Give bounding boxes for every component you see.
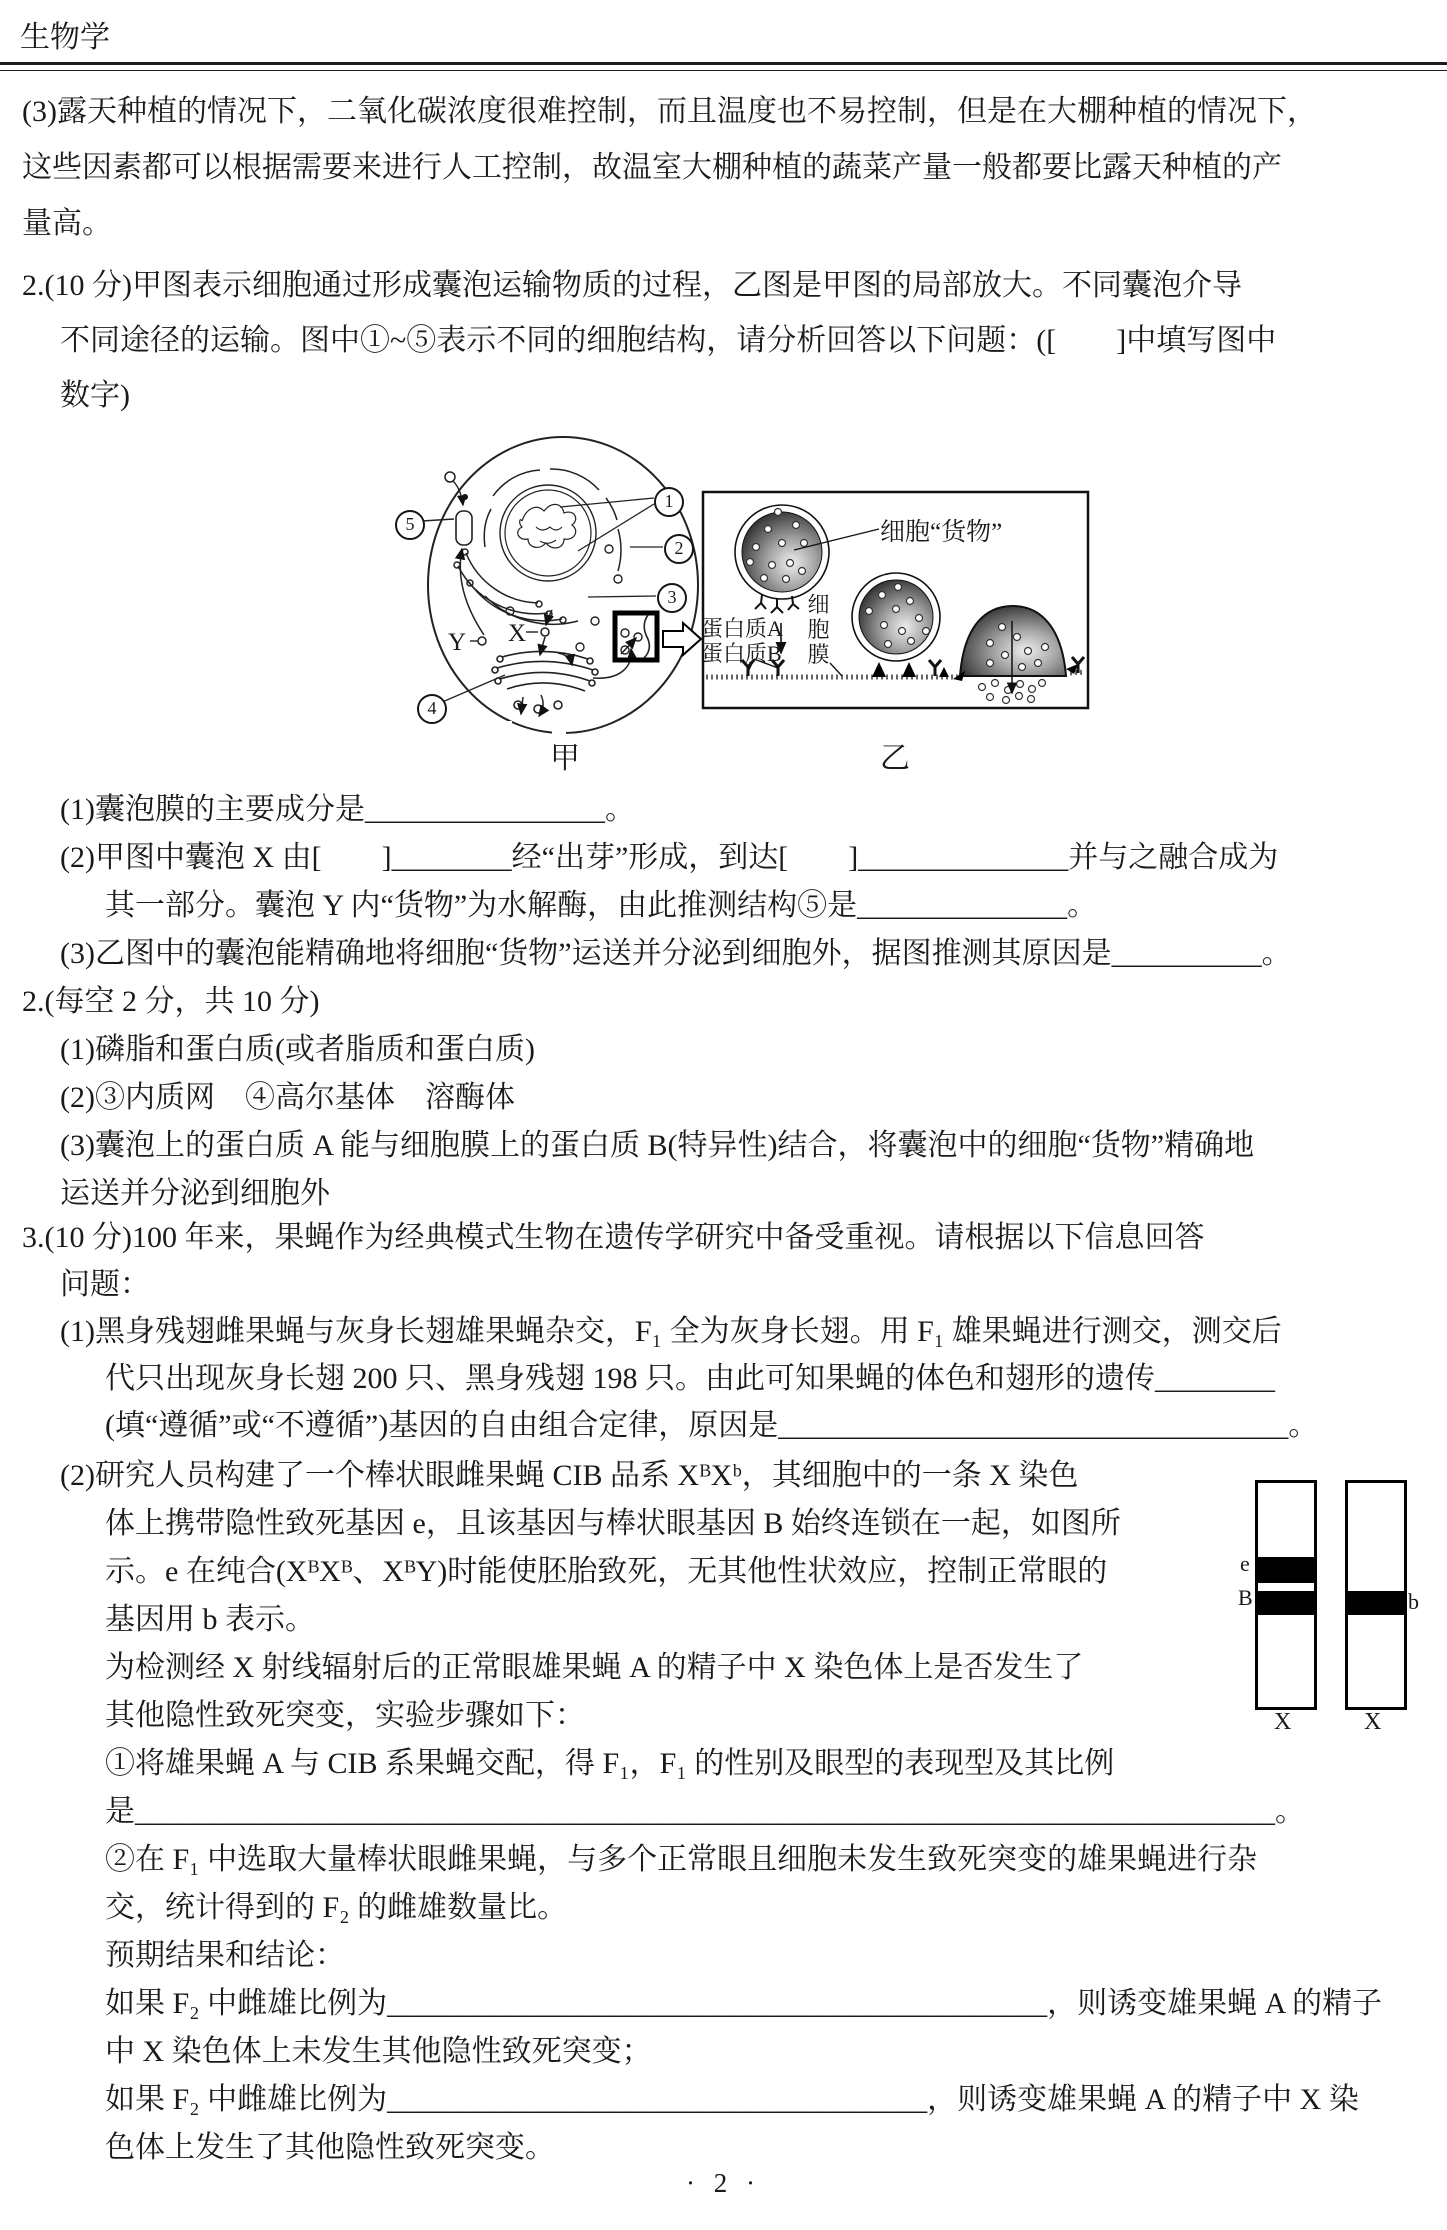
text-line: (1)磷脂和蛋白质(或者脂质和蛋白质) <box>60 1033 535 1066</box>
circled-label-4: 4 <box>417 694 447 724</box>
text-line: (2)研究人员构建了一个棒状眼雌果蝇 CIB 品系 XᴮXᵇ，其细胞中的一条 X 染色 <box>60 1459 1079 1492</box>
text-line: 问题： <box>60 1268 150 1301</box>
answer-paragraph-3 <box>0 84 1447 252</box>
circled-label-2: 2 <box>664 534 694 564</box>
text-line: 2.(每空 2 分，共 10 分) <box>22 985 320 1018</box>
protein-b-label: 蛋白质B <box>701 641 782 666</box>
text-line: (3)乙图中的囊泡能精确地将细胞“货物”运送并分泌到细胞外，据图推测其原因是__________。 <box>60 937 1292 970</box>
gene-e-label: e <box>1240 1551 1250 1576</box>
text-line: (3)囊泡上的蛋白质 A 能与细胞膜上的蛋白质 B(特异性)结合，将囊泡中的细胞“货物”精确地 <box>60 1129 1255 1162</box>
cell-jia-diagram <box>422 437 698 739</box>
text-line: 交，统计得到的 F₂ 的雌雄数量比。 <box>105 1891 568 1924</box>
chromosome-cib <box>1255 1480 1317 1710</box>
text-line: 预期结果和结论： <box>105 1939 345 1972</box>
text-line: 是____________________________________________________________________________。 <box>105 1795 1305 1828</box>
text-line: 代只出现灰身长翅 200 只、黑身残翅 198 只。由此可知果蝇的体色和翅形的遗传________ <box>105 1362 1275 1395</box>
vesicle-x-label: X <box>508 620 527 647</box>
text-line: 如果 F₂ 中雌雄比例为____________________________________________，则诱变雄果蝇 A 的精子 <box>105 1987 1383 2020</box>
text-line: 色体上发生了其他隐性致死突变。 <box>105 2131 555 2164</box>
gene-e-band <box>1258 1557 1314 1583</box>
vesicle-y-label: Y <box>448 629 467 656</box>
text-line: ①将雄果蝇 A 与 CIB 系果蝇交配，得 F₁，F₁ 的性别及眼型的表现型及其比例 <box>105 1747 1115 1780</box>
circled-label-5: 5 <box>395 510 425 540</box>
text-line: 这些因素都可以根据需要来进行人工控制，故温室大棚种植的蔬菜产量一般都要比露天种植的产 <box>22 151 1282 184</box>
text-line: 数字) <box>60 379 130 412</box>
text-line: 不同途径的运输。图中①~⑤表示不同的细胞结构，请分析回答以下问题：([ ]中填写图中 <box>60 324 1277 357</box>
text-line: 量高。 <box>22 207 112 240</box>
gene-B-band <box>1258 1591 1314 1615</box>
text-line: (2)甲图中囊泡 X 由[ ]________经“出芽”形成，到达[ ]______________并与之融合成为 <box>60 841 1279 874</box>
text-line: 为检测经 X 射线辐射后的正常眼雄果蝇 A 的精子中 X 染色体上是否发生了 <box>105 1651 1084 1684</box>
chromosome-normal <box>1345 1480 1407 1710</box>
text-line: 运送并分泌到细胞外 <box>60 1177 330 1210</box>
x-chromosome-label-1: X <box>1274 1709 1292 1735</box>
text-line: (填“遵循”或“不遵循”)基因的自由组合定律，原因是__________________________________。 <box>105 1409 1319 1442</box>
cargo-label: 细胞“货物” <box>880 519 1003 546</box>
cell-transport-figure <box>390 425 1100 775</box>
text-line: 体上携带隐性致死基因 e，且该基因与棒状眼基因 B 始终连锁在一起，如图所 <box>105 1507 1121 1540</box>
nucleus <box>500 485 596 581</box>
circled-label-3: 3 <box>657 583 687 613</box>
text-line: (3)露天种植的情况下，二氧化碳浓度很难控制，而且温度也不易控制，但是在大棚种植的情况下， <box>22 95 1317 128</box>
question-3-intro <box>0 1214 1447 1449</box>
text-line: 2.(10 分)甲图表示细胞通过形成囊泡运输物质的过程，乙图是甲图的局部放大。不同囊泡介导 <box>22 269 1242 302</box>
text-line: 中 X 染色体上未发生其他隐性致死突变； <box>105 2035 652 2068</box>
text-line: 其他隐性致死突变，实验步骤如下： <box>105 1699 585 1732</box>
text-line: 3.(10 分)100 年来，果蝇作为经典模式生物在遗传学研究中备受重视。请根据以下信息回答 <box>22 1221 1205 1254</box>
membrane-vesicle <box>445 472 455 482</box>
text-line: 示。e 在纯合(XᴮXᴮ、XᴮY)时能使胚胎致死，无其他性状效应，控制正常眼的 <box>105 1555 1108 1588</box>
x-chromosome-label-2: X <box>1364 1709 1382 1735</box>
diagram-yi-caption: 乙 <box>880 742 910 775</box>
circled-label-1: 1 <box>654 487 684 517</box>
gene-b-label: b <box>1408 1589 1419 1614</box>
membrane-label: 细胞膜 <box>807 592 830 667</box>
header-rule-thin <box>0 70 1447 71</box>
gene-b-band <box>1348 1591 1404 1615</box>
question-2-intro <box>0 258 1447 423</box>
text-line: ②在 F₁ 中选取大量棒状眼雌果蝇，与多个正常眼且细胞未发生致死突变的雄果蝇进行杂 <box>105 1843 1258 1876</box>
question-2-items <box>0 786 1447 978</box>
gene-B-label: B <box>1238 1585 1253 1610</box>
answer-2-block <box>0 978 1447 1218</box>
header-rule-thick <box>0 62 1447 65</box>
text-line: 其一部分。囊泡 Y 内“货物”为水解酶，由此推测结构⑤是______________。 <box>105 889 1098 922</box>
page-title: 生物学 <box>20 21 110 54</box>
text-line: (2)③内质网 ④高尔基体 溶酶体 <box>60 1081 515 1114</box>
diagram-jia-caption: 甲 <box>550 742 580 775</box>
page-number: · 2 · <box>686 2168 761 2198</box>
text-line: (1)囊泡膜的主要成分是________________。 <box>60 793 635 826</box>
question-3-part2 <box>0 1452 1447 2172</box>
protein-a-label: 蛋白质A <box>701 616 783 641</box>
text-line: 基因用 b 表示。 <box>105 1603 315 1636</box>
text-line: 如果 F₂ 中雌雄比例为____________________________________，则诱变雄果蝇 A 的精子中 X 染 <box>105 2083 1359 2116</box>
chromosome-figure <box>1238 1443 1443 1743</box>
text-line: (1)黑身残翅雌果蝇与灰身长翅雄果蝇杂交，F₁ 全为灰身长翅。用 F₁ 雄果蝇进行测交，测交后 <box>60 1315 1282 1348</box>
